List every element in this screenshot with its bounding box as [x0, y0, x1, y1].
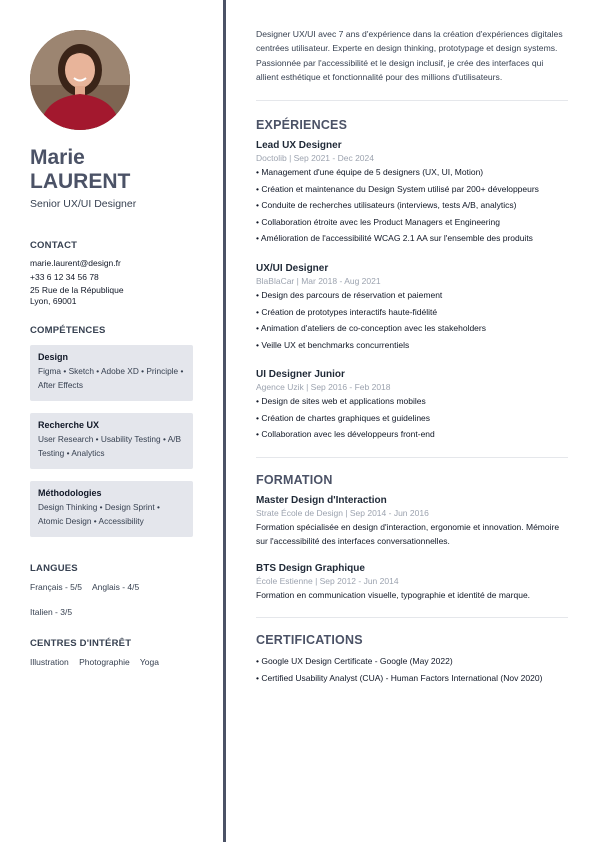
- job-bullet: • Collaboration avec les développeurs front-end: [256, 429, 435, 440]
- language-italian: Italien - 3/5: [30, 607, 73, 617]
- job-bullet: • Design des parcours de réservation et paiement: [256, 290, 443, 300]
- profile-photo: [30, 30, 130, 130]
- certifications-list: [256, 653, 542, 686]
- interest-item: Photographie: [79, 657, 130, 667]
- contact-phone[interactable]: +33 6 12 34 56 78: [30, 271, 99, 282]
- contact-address-line1: 25 Rue de la République: [30, 285, 124, 295]
- contact-email[interactable]: marie.laurent@design.fr: [30, 258, 121, 268]
- job-bullets: [256, 287, 571, 353]
- job-bullets: [256, 393, 571, 443]
- education-heading: FORMATION: [256, 473, 333, 487]
- certification-item: • Google UX Design Certificate - Google (May 2022): [256, 656, 453, 666]
- interest-item: Illustration: [30, 657, 69, 667]
- job-bullet: • Animation d'ateliers de co-conception avec les stakeholders: [256, 323, 486, 334]
- skill-card-research: [30, 413, 193, 469]
- last-name: LAURENT: [30, 170, 131, 193]
- degree-title: BTS Design Graphique: [256, 563, 365, 574]
- certification-item: • Certified Usability Analyst (CUA) - Human Factors International (Nov 2020): [256, 672, 543, 683]
- job-bullet: • Création de prototypes interactifs haute-fidélité: [256, 306, 438, 317]
- skill-items: Design Thinking • Design Sprint • Atomic Design • Accessibility: [38, 502, 160, 526]
- skill-title: Design: [38, 352, 69, 362]
- job-entry: [256, 140, 571, 247]
- interests-list: [30, 657, 167, 667]
- contact-address-line2: Lyon, 69001: [30, 295, 77, 306]
- first-name: Marie: [30, 146, 85, 169]
- skill-items: User Research • Usability Testing • A/B Testing • Analytics: [38, 434, 182, 458]
- full-name: [30, 146, 130, 194]
- section-separator: [256, 100, 568, 101]
- job-meta: Agence Uzik | Sep 2016 - Feb 2018: [256, 382, 391, 392]
- experience-heading: EXPÉRIENCES: [256, 118, 348, 132]
- skill-card-design: [30, 345, 193, 401]
- interests-heading: CENTRES D'INTÉRÊT: [30, 638, 132, 649]
- degree-description: Formation spécialisée en design d'interaction, ergonomie et innovation. Mémoire sur l'accessibilité des interfaces conversationnelles.: [256, 522, 560, 546]
- skills-heading: COMPÉTENCES: [30, 325, 106, 336]
- languages-heading: LANGUES: [30, 563, 78, 574]
- degree-description: Formation en communication visuelle, typographie et identité de marque.: [256, 590, 531, 600]
- job-bullet: • Création et maintenance du Design System utilisé par 200+ développeurs: [256, 183, 539, 194]
- job-bullet: • Conduite de recherches utilisateurs (interviews, tests A/B, analytics): [256, 200, 517, 211]
- sidebar: [0, 0, 223, 842]
- education-entry: [256, 563, 571, 603]
- degree-meta: École Estienne | Sep 2012 - Jun 2014: [256, 576, 399, 586]
- degree-title: Master Design d'Interaction: [256, 495, 387, 506]
- certifications-heading: CERTIFICATIONS: [256, 633, 363, 647]
- job-title: UX/UI Designer: [256, 263, 329, 274]
- job-bullet: • Veille UX et benchmarks concurrentiels: [256, 339, 410, 350]
- contact-heading: CONTACT: [30, 240, 78, 251]
- job-entry: [256, 369, 571, 443]
- job-title: Lead UX Designer: [256, 140, 342, 151]
- contact-block: [30, 258, 124, 306]
- job-bullet: • Collaboration étroite avec les Product Managers et Engineering: [256, 216, 500, 227]
- profile-summary: Designer UX/UI avec 7 ans d'expérience dans la création d'expériences digitales centrées utilisateur. Experte en design thinking, prototypage et design systems. Passionnée par l'accessibilité et le design inclusif, je crée des interfaces qui allient esthétique et fonctionnalité pour des millions d'utilisateurs.: [256, 29, 563, 82]
- job-bullet: • Amélioration de l'accessibilité WCAG 2.1 AA sur l'ensemble des produits: [256, 233, 533, 244]
- job-meta: BlaBlaCar | Mar 2018 - Aug 2021: [256, 276, 381, 286]
- section-separator: [256, 457, 568, 458]
- interest-item: Yoga: [139, 657, 159, 667]
- skill-items: Figma • Sketch • Adobe XD • Principle • After Effects: [38, 366, 184, 390]
- degree-meta: Strate École de Design | Sep 2014 - Jun 2016: [256, 508, 429, 518]
- job-title: UI Designer Junior: [256, 369, 345, 380]
- job-entry: [256, 263, 571, 353]
- job-bullet: • Design de sites web et applications mobiles: [256, 396, 426, 406]
- skill-card-methods: [30, 481, 193, 537]
- education-entry: [256, 495, 571, 548]
- job-role: Senior UX/UI Designer: [30, 198, 137, 210]
- job-bullet: • Management d'une équipe de 5 designers (UX, UI, Motion): [256, 167, 484, 177]
- job-bullet: • Création de chartes graphiques et guidelines: [256, 412, 431, 423]
- language-french: Français - 5/5: [30, 582, 82, 592]
- portrait-image: [30, 30, 130, 130]
- skill-title: Recherche UX: [38, 420, 100, 430]
- skill-title: Méthodologies: [38, 488, 102, 498]
- language-english: Anglais - 4/5: [92, 582, 140, 592]
- job-meta: Doctolib | Sep 2021 - Dec 2024: [256, 153, 374, 163]
- vertical-divider: [223, 0, 226, 842]
- job-bullets: [256, 164, 571, 247]
- section-separator: [256, 617, 568, 618]
